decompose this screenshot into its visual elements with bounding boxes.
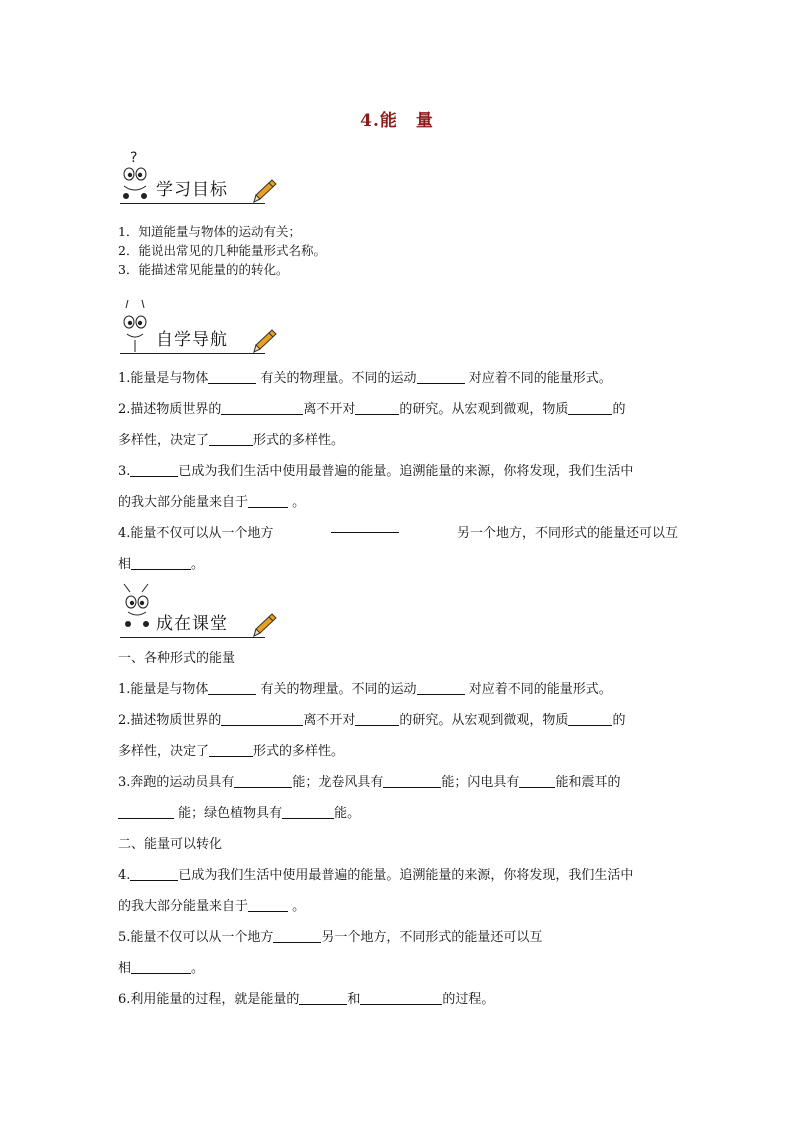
pencil-icon [250,612,278,638]
class-question-5: 5.能量不仅可以从一个地方 另一个地方，不同形式的能量还可以互 [118,930,543,945]
answer-blank[interactable] [234,773,292,788]
answer-blank[interactable] [299,990,347,1005]
question-2: 2.描述物质世界的 离不开对 的研究。从宏观到微观，物质 的 [118,402,626,417]
answer-blank[interactable] [208,680,256,695]
svg-text:?: ? [130,150,138,166]
self-study-header [118,298,288,358]
class-question-4: 4. 已成为我们生活中使用最普遍的能量。追溯能量的来源，你将发现，我们生活中 [118,868,634,883]
classroom-heading: 成在课堂 [156,614,228,634]
goal-item: 1．知道能量与物体的运动有关； [118,224,301,239]
answer-blank[interactable] [131,959,191,974]
mascot-icon [118,582,158,632]
subheading-energy-conversion: 二、能量可以转化 [118,837,223,852]
answer-blank[interactable] [355,711,399,726]
answer-blank[interactable] [209,742,253,757]
answer-blank[interactable] [221,400,303,415]
self-study-questions [118,363,678,580]
goal-item: 3．能描述常见能量的的转化。 [118,262,289,277]
answer-blank[interactable] [282,804,334,819]
answer-blank[interactable] [130,866,178,881]
pencil-icon [250,178,278,204]
mascot-icon [118,298,154,356]
class-question-1: 1.能量是与物体 有关的物理量。不同的运动 对应着不同的能量形式。 [118,682,612,697]
header-underline [120,637,265,638]
answer-blank[interactable] [248,897,288,912]
answer-blank[interactable] [118,804,174,819]
answer-blank[interactable] [248,493,288,508]
answer-blank[interactable] [519,773,555,788]
class-question-5-cont: 相 。 [118,961,205,976]
question-4: 4.能量不仅可以从一个地方 另一个地方，不同形式的能量还可以互 [118,518,678,549]
page-title: 4.能 量 [360,111,434,131]
answer-blank[interactable] [221,711,303,726]
question-3: 3. 已成为我们生活中使用最普遍的能量。追溯能量的来源，你将发现，我们生活中 [118,464,634,479]
header-underline [120,353,265,354]
self-study-heading: 自学导航 [156,330,228,350]
answer-blank[interactable] [273,928,321,943]
subheading-energy-forms: 一、各种形式的能量 [118,651,236,666]
goals-list [118,222,326,279]
classroom-questions [118,643,678,1015]
question-4-cont: 相 。 [118,557,205,572]
answer-blank[interactable] [209,431,253,446]
class-question-3-cont: 能；绿色植物具有 能。 [118,798,678,829]
answer-blank[interactable] [130,462,178,477]
answer-blank[interactable] [208,369,256,384]
answer-blank[interactable] [417,680,465,695]
class-question-3: 3.奔跑的运动员具有 能；龙卷风具有 能；闪电具有 能和震耳的 [118,775,621,790]
mascot-icon [118,148,154,204]
goal-item: 2．能说出常见的几种能量形式名称。 [118,243,326,258]
answer-blank[interactable] [355,400,399,415]
header-underline [120,203,265,204]
answer-blank[interactable] [131,555,191,570]
class-question-2: 2.描述物质世界的 离不开对 的研究。从宏观到微观，物质 的 [118,713,626,728]
class-question-6: 6.利用能量的过程，就是能量的 和 的过程。 [118,992,495,1007]
answer-blank[interactable] [568,400,612,415]
answer-blank[interactable] [568,711,612,726]
goals-heading: 学习目标 [156,180,228,200]
classroom-header [118,582,288,642]
answer-blank[interactable] [417,369,465,384]
question-1: 1.能量是与物体 有关的物理量。不同的运动 对应着不同的能量形式。 [118,371,612,386]
pencil-icon [250,328,278,354]
class-question-4-cont: 的我大部分能量来自于 。 [118,899,306,914]
answer-blank[interactable] [360,990,442,1005]
class-question-2-cont: 多样性，决定了 形式的多样性。 [118,744,345,759]
answer-blank[interactable] [383,773,441,788]
goals-header [118,148,288,208]
answer-blank[interactable] [331,518,399,533]
question-3-cont: 的我大部分能量来自于 。 [118,495,306,510]
question-2-cont: 多样性，决定了 形式的多样性。 [118,433,345,448]
